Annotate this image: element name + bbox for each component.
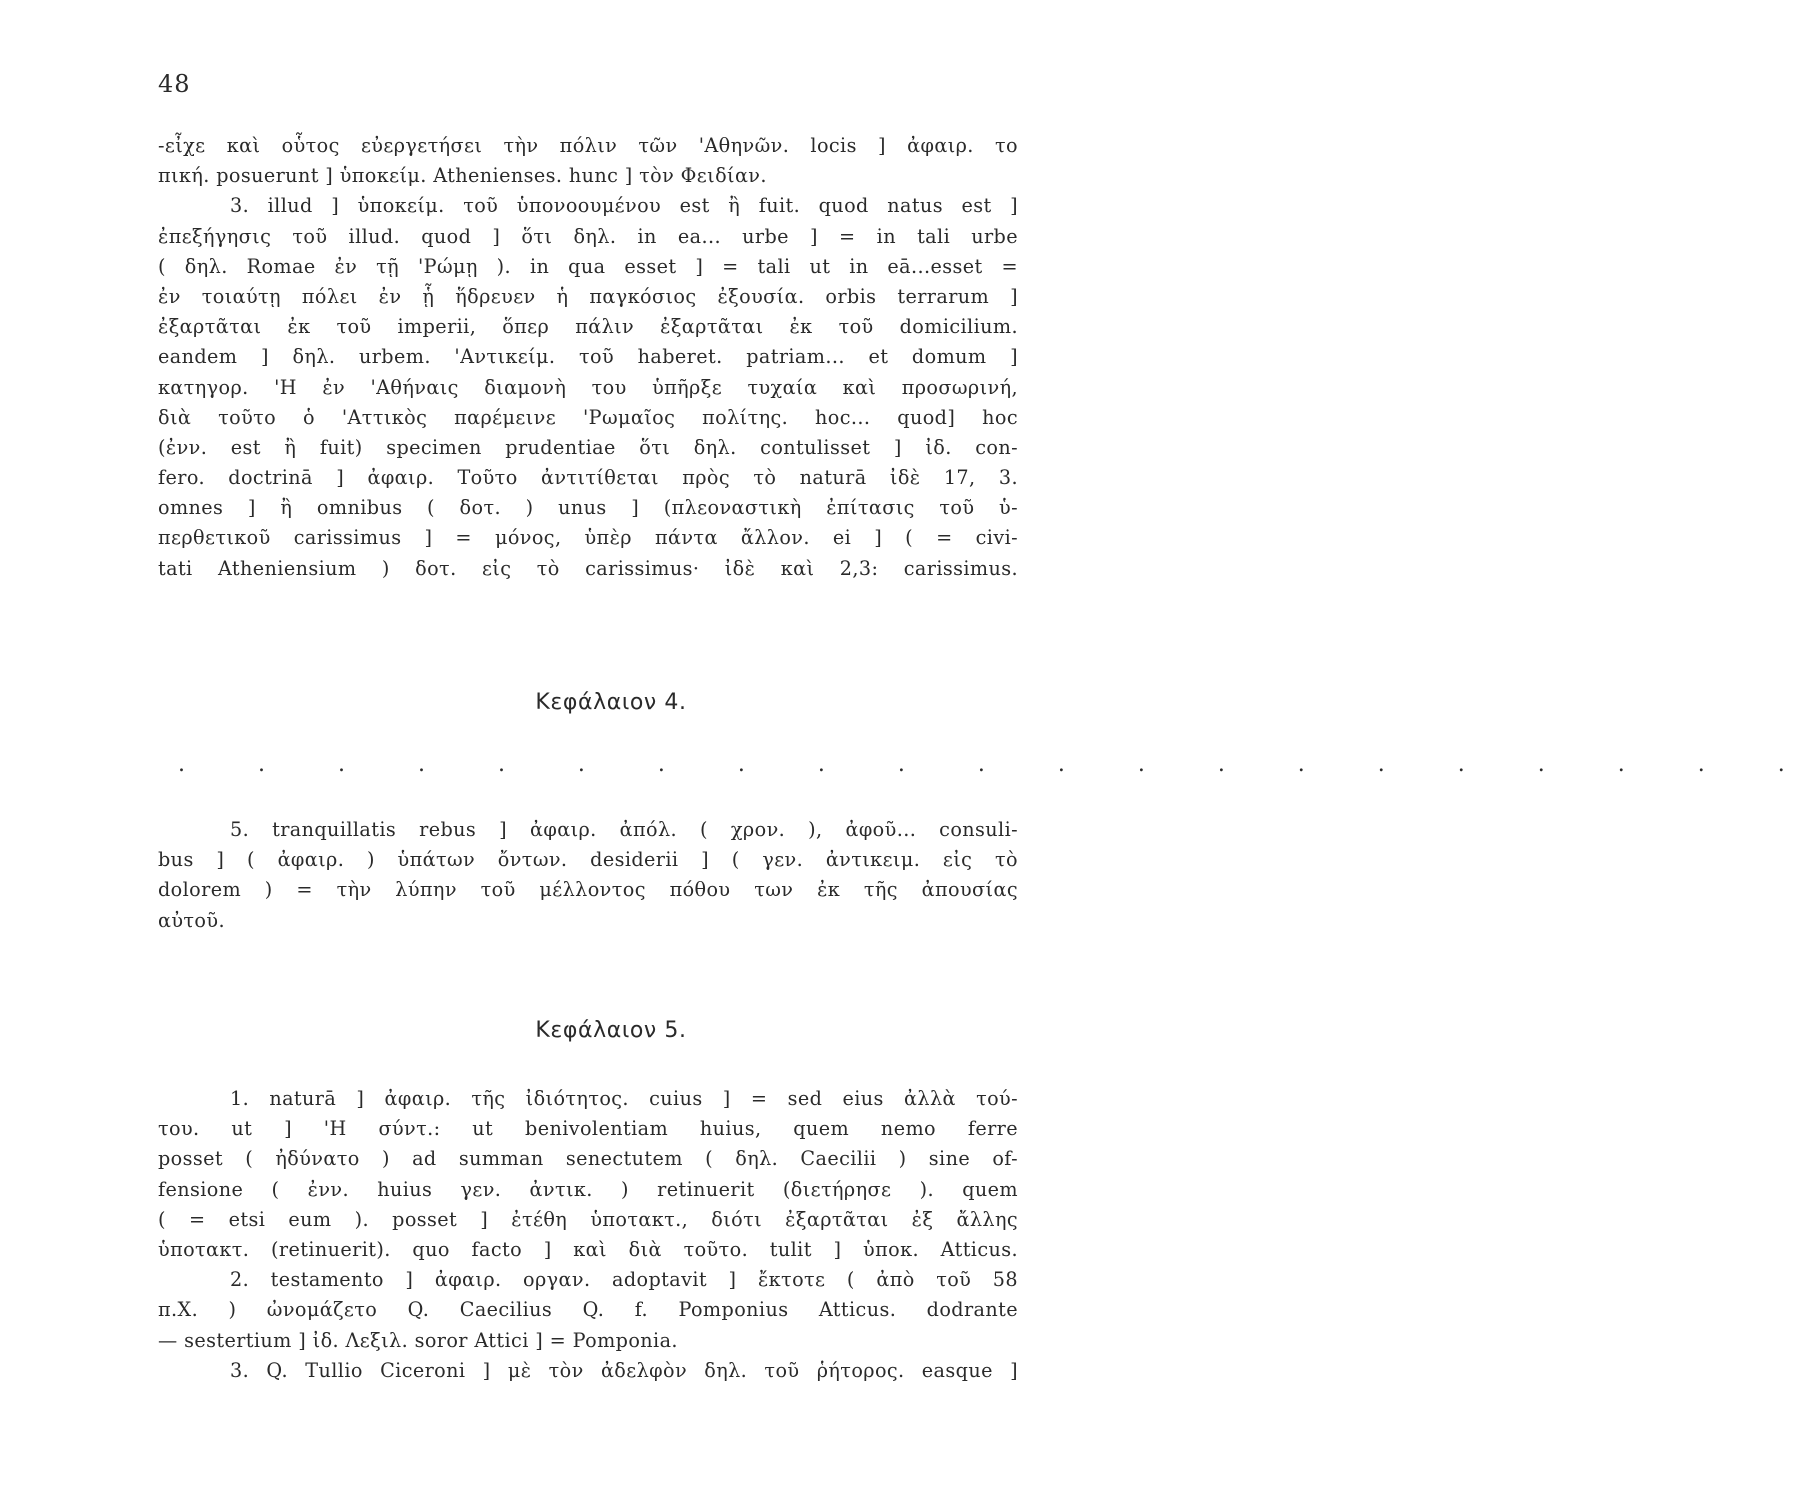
text-line: posset ( ἠδύνατο ) ad summan senectutem ( δηλ. Caecilii ) sine of-: [158, 1147, 1018, 1171]
text-line: dolorem ) = τὴν λύπην τοῦ μέλλοντος πόθου των ἐκ τῆς ἀπουσίας: [158, 878, 1018, 902]
text-line: ( δηλ. Romae ἐν τῇ 'Ρώμῃ ). in qua esset ] = tali ut in eā...esset =: [158, 254, 1018, 278]
omission-dots: . . . . . . . . . . . . . . . . . . . . .: [178, 752, 1818, 777]
commentary-block-chapter-4: [158, 815, 1018, 936]
text-line: περθετικοῦ carissimus ] = μόνος, ὑπὲρ πάντα ἄλλον. ei ] ( = civi-: [158, 526, 1018, 550]
text-line: 3. Q. Tullio Ciceroni ] μὲ τὸν ἀδελφὸν δηλ. τοῦ ῥήτορος. easque ]: [230, 1358, 1018, 1382]
text-line: αὐτοῦ.: [158, 908, 225, 932]
text-line: fensione ( ἐνν. huius γεν. ἀντικ. ) retinuerit (διετήρησε ). quem: [158, 1177, 1018, 1201]
text-line: bus ] ( ἀφαιρ. ) ὑπάτων ὄντων. desiderii ] ( γεν. ἀντικειμ. εἰς τὸ: [158, 848, 1018, 872]
text-line: διὰ τοῦτο ὁ 'Αττικὸς παρέμεινε 'Ρωμαῖος πολίτης. hoc... quod] hoc: [158, 405, 1018, 429]
commentary-block-chapter-5: [158, 1084, 1018, 1386]
text-line: 1. naturā ] ἀφαιρ. τῆς ἰδιότητος. cuius ] = sed eius ἀλλὰ τού-: [230, 1087, 1018, 1110]
text-line: ἐπεξήγησις τοῦ illud. quod ] ὅτι δηλ. in ea... urbe ] = in tali urbe: [158, 224, 1018, 248]
chapter-4-title: Κεφάλαιον 4.: [535, 690, 687, 715]
text-line: 2. testamento ] ἀφαιρ. οργαν. adoptavit ] ἔκτοτε ( ἀπὸ τοῦ 58: [230, 1268, 1018, 1292]
text-line: 3. illud ] ὑποκείμ. τοῦ ὑπονοουμένου est ἢ fuit. quod natus est ]: [230, 194, 1018, 218]
chapter-5-title: Κεφάλαιον 5.: [535, 1018, 687, 1043]
text-line: omnes ] ἢ omnibus ( δοτ. ) unus ] (πλεοναστικὴ ἐπίτασις τοῦ ὑ-: [158, 496, 1018, 520]
text-line: ( = etsi eum ). posset ] ἐτέθη ὑποτακτ., διότι ἐξαρτᾶται ἐξ ἄλλης: [158, 1207, 1018, 1231]
page-number: 48: [158, 70, 191, 98]
text-line: π.Χ. ) ὠνομάζετο Q. Caecilius Q. f. Pomponius Atticus. dodrante: [158, 1298, 1018, 1322]
text-line: 5. tranquillatis rebus ] ἀφαιρ. ἀπόλ. ( χρον. ), ἀφοῦ... consuli-: [230, 818, 1018, 841]
chapter-4-heading: [0, 690, 1072, 715]
text-line: ἐν τοιαύτῃ πόλει ἐν ᾗ ἥδρευεν ἡ παγκόσιος ἐξουσία. orbis terrarum ]: [158, 284, 1018, 308]
text-line: -εἶχε καὶ οὗτος εὐεργετήσει τὴν πόλιν τῶν 'Αθηνῶν. locis ] ἀφαιρ. το: [158, 134, 1018, 157]
text-line: ὑποτακτ. (retinuerit). quo facto ] καὶ διὰ τοῦτο. tulit ] ὑποκ. Atticus.: [158, 1237, 1018, 1261]
commentary-block-chapter-3: [158, 131, 1018, 584]
text-line: — sestertium ] ἰδ. Λεξιλ. soror Attici ] = Pomponia.: [158, 1328, 678, 1352]
text-line: eandem ] δηλ. urbem. 'Αντικείμ. τοῦ haberet. patriam... et domum ]: [158, 345, 1018, 369]
text-line: fero. doctrinā ] ἀφαιρ. Τοῦτο ἀντιτίθεται πρὸς τὸ naturā ἰδὲ 17, 3.: [158, 466, 1018, 490]
text-line: tati Atheniensium ) δοτ. εἰς τὸ carissimus· ἰδὲ καὶ 2,3: carissimus.: [158, 556, 1018, 580]
text-line: (ἐνν. est ἢ fuit) specimen prudentiae ὅτι δηλ. contulisset ] ἰδ. con-: [158, 435, 1018, 459]
text-line: του. ut ] 'Η σύντ.: ut benivolentiam huius, quem nemo ferre: [158, 1117, 1018, 1141]
text-line: κατηγορ. 'Η ἐν 'Αθήναις διαμονὴ του ὑπῆρξε τυχαία καὶ προσωρινή,: [158, 375, 1018, 399]
text-line: πική. posuerunt ] ὑποκείμ. Athenienses. hunc ] τὸν Φειδίαν.: [158, 164, 767, 188]
text-line: ἐξαρτᾶται ἐκ τοῦ imperii, ὅπερ πάλιν ἐξαρτᾶται ἐκ τοῦ domicilium.: [158, 315, 1018, 339]
chapter-5-heading: [0, 1018, 1072, 1043]
